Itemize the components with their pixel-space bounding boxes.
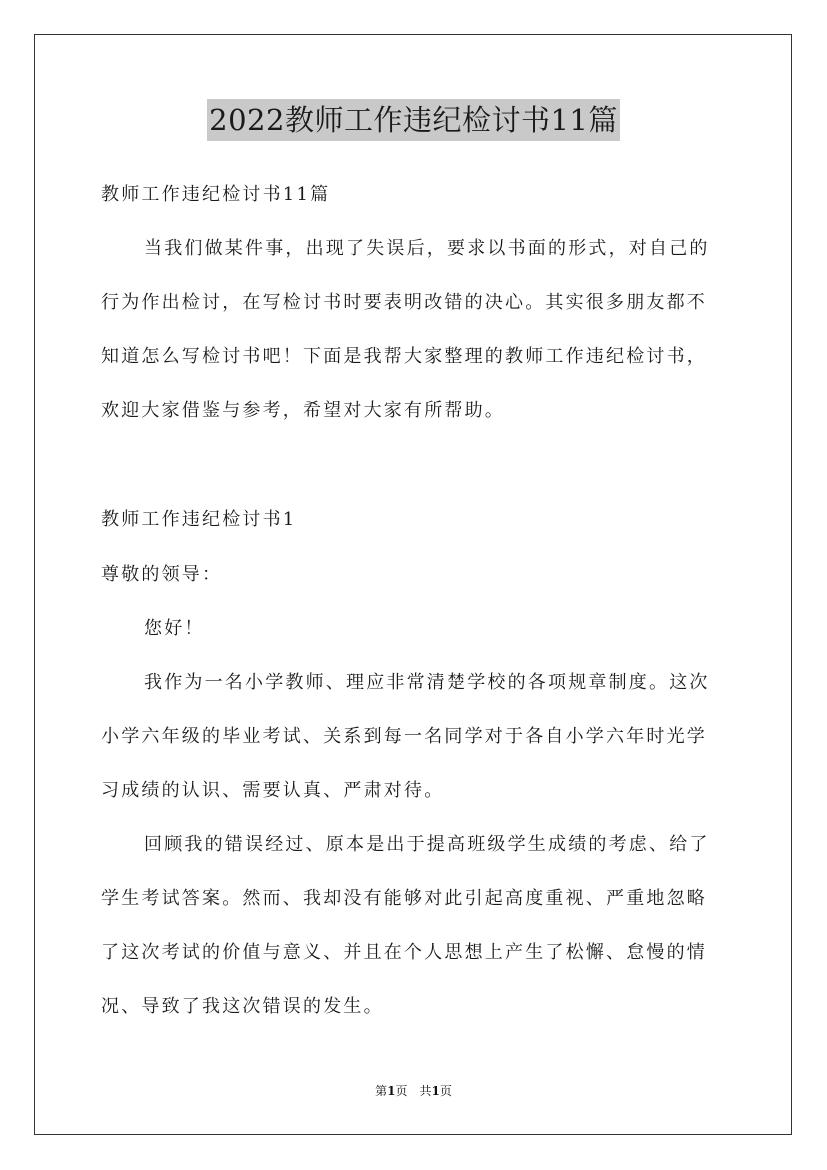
footer-prefix: 第 [375, 1084, 388, 1098]
paragraph-line: 习成绩的认识、需要认真、严肃对待。 [101, 780, 445, 801]
footer-page-total: 1 [431, 1084, 440, 1098]
greeting: 您好！ [144, 618, 205, 639]
paragraph-line: 回顾我的错误经过、原本是出于提高班级学生成绩的考虑、给了 [144, 834, 710, 855]
paragraph-line: 我作为一名小学教师、理应非常清楚学校的各项规章制度。这次 [144, 672, 710, 693]
intro-line: 欢迎大家借鉴与参考，希望对大家有所帮助。 [101, 400, 505, 421]
intro-line: 行为作出检讨，在写检讨书时要表明改错的决心。其实很多朋友都不 [101, 292, 707, 313]
paragraph-line: 学生考试答案。然而、我却没有能够对此引起高度重视、严重地忽略 [101, 888, 707, 909]
paragraph-line: 小学六年级的毕业考试、关系到每一名同学对于各自小学六年时光学 [101, 726, 707, 747]
paragraph-line: 了这次考试的价值与意义、并且在个人思想上产生了松懈、怠慢的情 [101, 942, 707, 963]
footer-mid: 页 共 [395, 1084, 432, 1098]
footer-suffix: 页 [439, 1084, 452, 1098]
document-subtitle: 教师工作违纪检讨书11篇 [101, 184, 331, 205]
page-footer [0, 1083, 827, 1099]
intro-line: 当我们做某件事，出现了失误后，要求以书面的形式，对自己的 [144, 238, 710, 259]
section-heading: 教师工作违纪检讨书1 [101, 509, 297, 530]
intro-line: 知道怎么写检讨书吧！下面是我帮大家整理的教师工作违纪检讨书， [101, 346, 707, 367]
paragraph-line: 况、导致了我这次错误的发生。 [101, 996, 384, 1017]
title-wrap [0, 99, 827, 141]
document-title: 2022教师工作违纪检讨书11篇 [207, 99, 620, 141]
salutation: 尊敬的领导： [101, 564, 223, 585]
footer-page-number: 1 [387, 1084, 396, 1098]
